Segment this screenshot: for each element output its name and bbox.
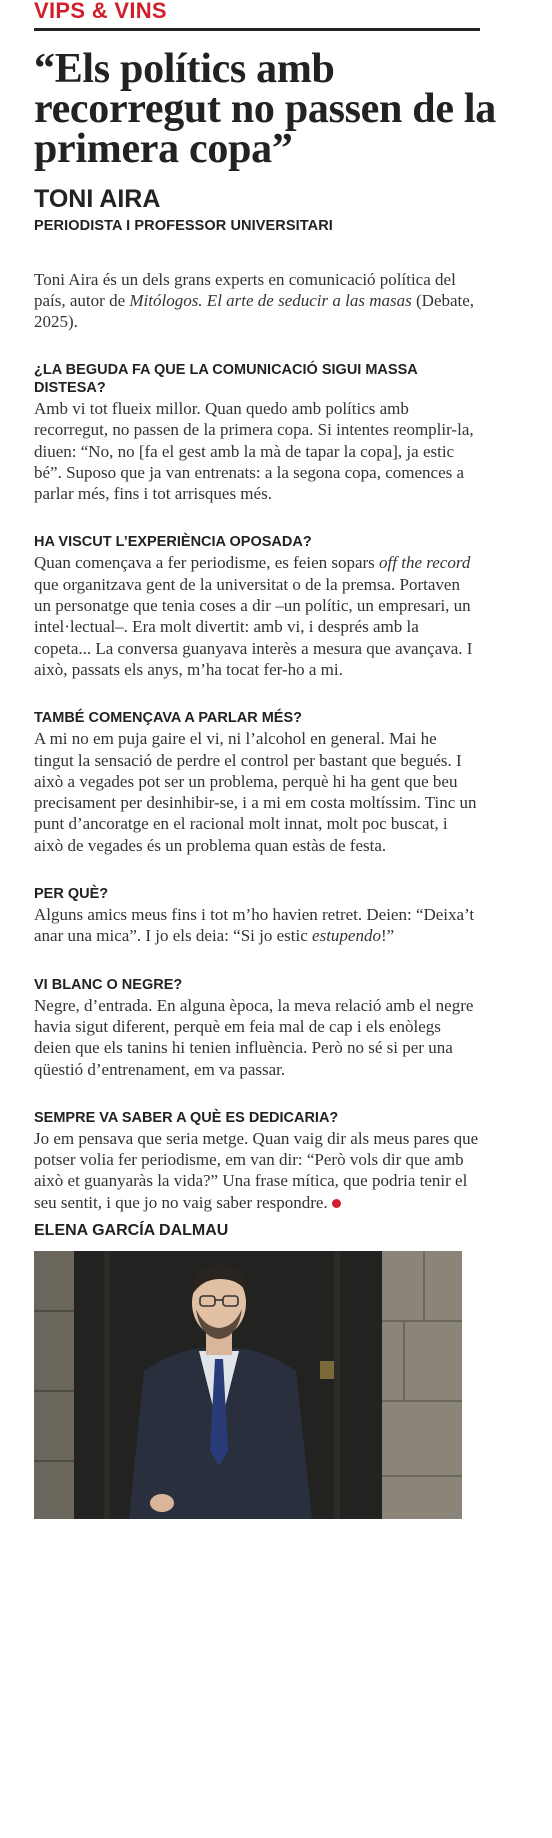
author-name: TONI AIRA xyxy=(34,185,161,213)
photo-credit: ELENA GARCÍA DALMAU xyxy=(34,1222,229,1240)
portrait-illustration xyxy=(34,1251,462,1519)
intro-text-end: (Debate, 2025). xyxy=(34,291,475,331)
portrait-photo xyxy=(34,1251,462,1519)
answer-2-text: Quan començava a fer periodisme, es feien sopars xyxy=(34,553,380,573)
answer-1: Amb vi tot flueix millor. Quan quedo amb polítics amb recorregut, no passen de la primera copa. Si intentes reomplir-la, diuen: “No, no [fa el gest amb la mà de tapar la copa], ja estic bé”. Suposo que ja van entrenats: a la segona copa, comences a parlar més, fins i tot arrisques més. xyxy=(34,399,474,504)
answer-4-text-end: !” xyxy=(380,926,395,946)
author-role: PERIODISTA I PROFESSOR UNIVERSITARI xyxy=(34,218,333,234)
intro-text: Toni Aira és un dels grans experts en comunicació política del país, autor de xyxy=(34,270,456,310)
answer-5: Negre, d’entrada. En alguna època, la meva relació amb el negre havia sigut diferent, perquè em feia mal de cap i els enòlegs deien que els tanins hi tenien influència. Però no sé si per una qüestió d’entrenament, em va passar. xyxy=(34,995,474,1079)
answer-2-italic: off the record xyxy=(379,553,471,573)
question-3: TAMBÉ COMENÇAVA A PARLAR MÉS? xyxy=(34,710,302,727)
answer-4-text: Alguns amics meus fins i tot m’ho havien retret. Deien: “Deixa’t anar una mica”. I jo els deia: “Si jo estic xyxy=(34,905,475,946)
question-2: HA VISCUT L’EXPERIÈNCIA OPOSADA? xyxy=(34,534,312,551)
section-rule xyxy=(34,28,480,31)
question-1: ¿LA BEGUDA FA QUE LA COMUNICACIÓ SIGUI MASSA DISTESA? xyxy=(34,362,418,396)
answer-3: A mi no em puja gaire el vi, ni l’alcohol en general. Mai he tingut la sensació de perdre el control per bastant que begués. I això a vegades pot ser un problema, perquè hi ha gent que beu precisament per desinhibir-se, i a mi em costa moltíssim. Tinc un punt d’ancoratge en el racional molt innat, molt poc buscat, i això de vegades és un problema quan estàs de festa. xyxy=(34,729,477,855)
section-tag: VIPS & VINS xyxy=(34,0,167,23)
question-6: SEMPRE VA SABER A QUÈ ES DEDICARIA? xyxy=(34,1109,339,1126)
question-5: VI BLANC O NEGRE? xyxy=(34,976,183,993)
answer-6 xyxy=(34,1128,480,1213)
answer-6-text: Jo em pensava que seria metge. Quan vaig dir als meus pares que potser volia fer periodisme, em van dir: “Però vols dir que amb això et guanyaràs la vida?” Una frase mítica, que podria tenir el seu sentit, i que jo no vaig saber respondre. xyxy=(34,1128,479,1212)
answer-4 xyxy=(34,904,480,947)
answer-4-italic: estupendo xyxy=(312,926,381,946)
answer-2 xyxy=(34,552,480,680)
end-mark-dot xyxy=(332,1199,341,1208)
book-title: Mitólogos. El arte de seducir a las masas xyxy=(129,291,412,310)
headline: “Els polítics amb recorregut no passen de la primera copa” xyxy=(34,46,496,172)
intro-paragraph xyxy=(34,269,480,332)
answer-2-text-end: que organitzava gent de la universitat o de la premsa. Portaven un personatge que tenia coses a dir –un polític, un empresari, un intel·lectual–. Era molt divertit: amb vi, i després amb la copeta... La conversa guanyava interès a mesura que avançava. I això, passats els anys, m’ha tocat fer-ho a mi. xyxy=(34,574,473,679)
question-4: PER QUÈ? xyxy=(34,886,109,903)
